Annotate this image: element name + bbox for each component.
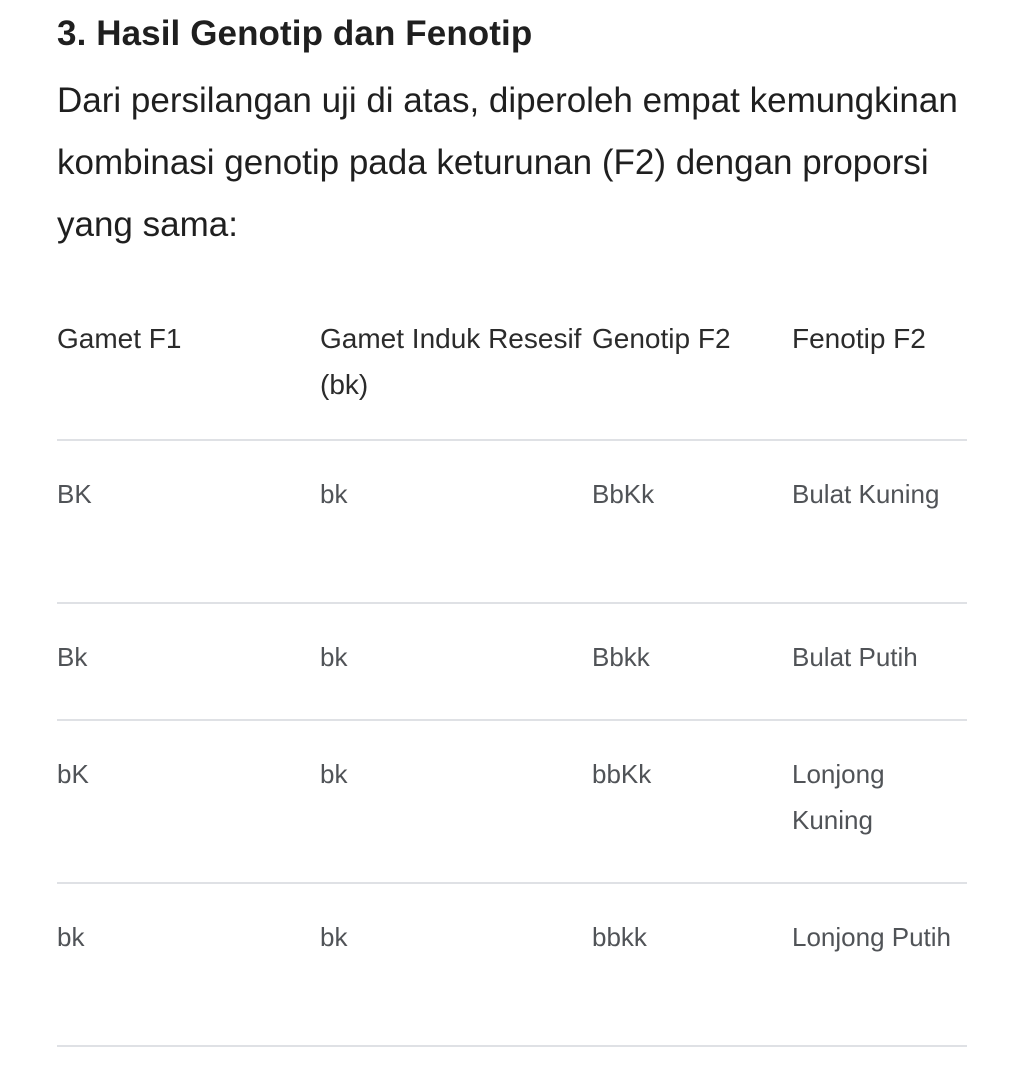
section-intro: Dari persilangan uji di atas, diperoleh empat kemungkinan kombinasi genotip pada keturunan (F2) dengan proporsi yang sama:: [57, 81, 958, 244]
table-row: [57, 720, 967, 883]
table-row: [57, 603, 967, 720]
genotype-table: [57, 316, 967, 1047]
cell-genotip-f2: BbKk: [592, 440, 792, 603]
cell-gamet-induk: bk: [320, 883, 592, 1046]
header-genotip-f2: Genotip F2: [592, 316, 792, 440]
document-page: [57, 0, 967, 1082]
header-fenotip-f2: Fenotip F2: [792, 316, 967, 440]
table-row: [57, 883, 967, 1046]
cell-gamet-induk: bk: [320, 440, 592, 603]
cell-genotip-f2: bbkk: [592, 883, 792, 1046]
table-row: [57, 440, 967, 603]
cell-fenotip-f2: Bulat Putih: [792, 603, 967, 720]
cell-gamet-f1: Bk: [57, 603, 320, 720]
cell-genotip-f2: bbKk: [592, 720, 792, 883]
cell-gamet-induk: bk: [320, 603, 592, 720]
cell-gamet-f1: BK: [57, 440, 320, 603]
cell-genotip-f2: Bbkk: [592, 603, 792, 720]
header-gamet-f1: Gamet F1: [57, 316, 320, 440]
section-title: 3. Hasil Genotip dan Fenotip: [57, 14, 533, 53]
cell-fenotip-f2: Lonjong Putih: [792, 883, 967, 1046]
cell-fenotip-f2: Lonjong Kuning: [792, 720, 967, 883]
cell-gamet-f1: bK: [57, 720, 320, 883]
cell-gamet-induk: bk: [320, 720, 592, 883]
cell-fenotip-f2: Bulat Kuning: [792, 440, 967, 603]
table-header-row: [57, 316, 967, 440]
header-gamet-induk-resesif: Gamet Induk Resesif (bk): [320, 316, 592, 440]
cell-gamet-f1: bk: [57, 883, 320, 1046]
